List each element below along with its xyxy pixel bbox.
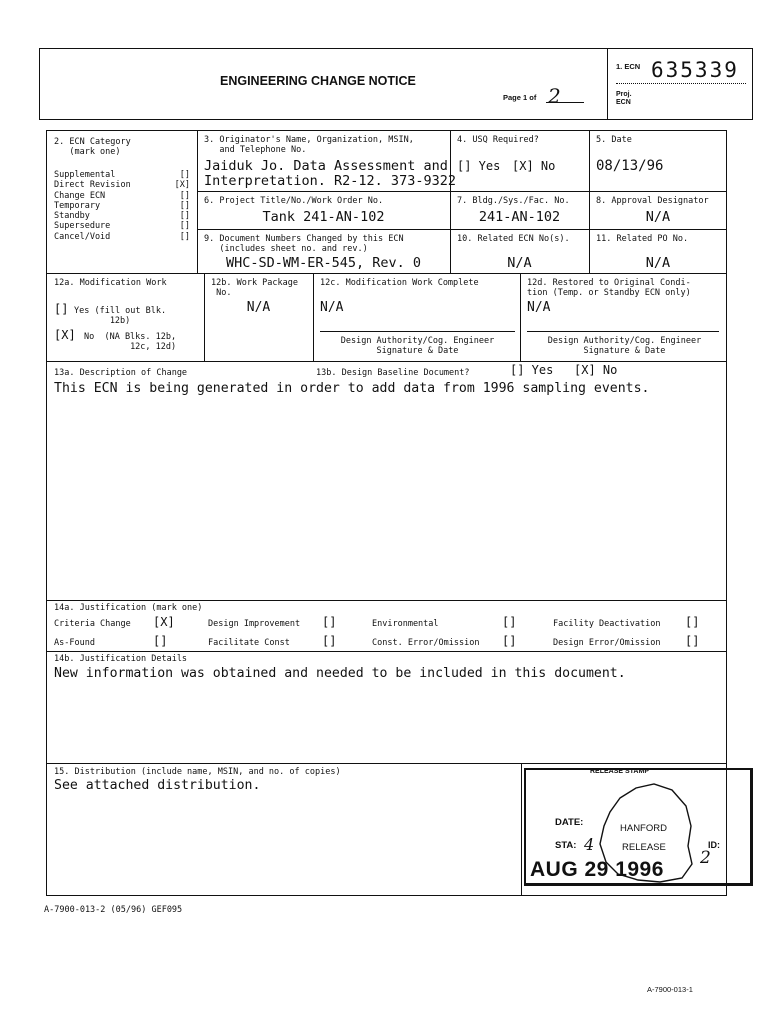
page-total: 2 — [548, 84, 561, 108]
stamp-date-value: AUG 29 1996 — [530, 858, 664, 881]
justification-details-value: New information was obtained and needed to be included in this document. — [54, 666, 626, 681]
usq-yes: [] Yes — [457, 159, 501, 173]
ecn-category-option-label: Supplemental — [54, 170, 116, 180]
divider — [589, 130, 590, 273]
justification-option-label: As-Found — [54, 638, 95, 648]
ecn-category-option-label: Supersedure — [54, 221, 111, 232]
ecn-category-checkbox: [] — [179, 231, 190, 242]
mod-complete-label: 12c. Modification Work Complete — [320, 278, 479, 288]
page-label: Page 1 of — [503, 93, 537, 102]
document-numbers-value: WHC-SD-WM-ER-545, Rev. 0 — [225, 255, 422, 271]
justification-checkbox: [] — [322, 615, 337, 629]
originator-label: 3. Originator's Name, Organization, MSIN, and Telephone No. — [204, 135, 414, 155]
release-stamp-title: RELEASE STAMP — [590, 768, 649, 775]
ecn-category-label: 2. ECN Category (mark one) — [54, 137, 131, 157]
ecn-category-option — [54, 201, 190, 211]
justification-checkbox: [] — [685, 634, 700, 648]
divider — [521, 763, 522, 896]
justification-label: 14a. Justification (mark one) — [54, 603, 203, 613]
mod-no-mark: [X] — [54, 328, 76, 342]
signature-line — [320, 331, 515, 332]
justification-option-label: Criteria Change — [54, 619, 131, 629]
baseline-no: [X] No — [574, 363, 618, 377]
ecn-category-checkbox: [] — [179, 200, 190, 211]
approval-designator-label: 8. Approval Designator — [596, 196, 709, 206]
header-divider — [607, 48, 608, 120]
document-numbers-label: 9. Document Numbers Changed by this ECN (includes sheet no. and rev.) — [204, 234, 404, 254]
originator-value: Jaiduk Jo. Data Assessment and Interpretation. R2-12. 373-9322 — [204, 158, 456, 189]
stamp-date-label: DATE: — [555, 817, 584, 828]
justification-checkbox: [] — [502, 615, 517, 629]
baseline-yes: [] Yes — [510, 363, 554, 377]
description-label: 13a. Description of Change — [54, 368, 188, 378]
approval-designator-value: N/A — [645, 209, 671, 225]
justification-option-label: Design Error/Omission — [553, 638, 661, 648]
date-value: 08/13/96 — [596, 158, 664, 174]
ecn-category-option — [54, 191, 190, 201]
ecn-category-option — [54, 180, 190, 190]
ecn-dotted-line — [616, 83, 746, 84]
date-label: 5. Date — [596, 135, 632, 145]
ecn-category-option-label: Change ECN — [54, 190, 106, 201]
seal-hanford: HANFORD — [620, 823, 667, 834]
restored-value: N/A — [527, 300, 551, 315]
ecn-category-checkbox: [] — [179, 190, 190, 201]
mod-complete-signature: Design Authority/Cog. Engineer Signature & Date — [340, 336, 495, 356]
mod-complete-value: N/A — [320, 300, 344, 315]
ecn-label: 1. ECN — [616, 62, 641, 71]
bldg-label: 7. Bldg./Sys./Fac. No. — [457, 196, 570, 206]
ecn-category-options — [54, 170, 194, 242]
divider — [197, 191, 727, 192]
ecn-category-option-label: Standby — [54, 211, 90, 222]
page-code: A-7900-013-1 — [647, 985, 693, 994]
divider — [450, 130, 451, 273]
justification-option-label: Facility Deactivation — [553, 619, 661, 629]
ecn-number: 635339 — [651, 58, 739, 82]
related-po-label: 11. Related PO No. — [596, 234, 689, 244]
divider — [204, 273, 205, 361]
distribution-value: See attached distribution. — [54, 778, 261, 793]
justification-details-label: 14b. Justification Details — [54, 654, 188, 664]
divider — [46, 361, 727, 362]
related-ecn-label: 10. Related ECN No(s). — [457, 234, 570, 244]
divider — [197, 130, 198, 273]
divider — [313, 273, 314, 361]
bldg-value: 241-AN-102 — [478, 209, 561, 225]
stamp-sta-value: 4 — [584, 835, 595, 854]
stamp-sta-label: STA: — [555, 840, 577, 851]
work-package-label: 12b. Work Package No. — [211, 278, 298, 298]
ecn-category-option — [54, 221, 190, 231]
ecn-category-checkbox: [] — [179, 211, 190, 222]
justification-checkbox: [X] — [153, 615, 175, 629]
mod-yes-text: Yes (fill out Blk. 12b) — [74, 306, 167, 326]
work-package-value: N/A — [246, 300, 271, 315]
divider — [520, 273, 521, 361]
seal-release: RELEASE — [622, 842, 666, 853]
ecn-category-checkbox: [X] — [174, 180, 190, 191]
related-po-value: N/A — [645, 255, 671, 271]
justification-checkbox: [] — [502, 634, 517, 648]
usq-no: [X] No — [512, 159, 556, 173]
justification-option-label: Environmental — [372, 619, 439, 629]
project-title-label: 6. Project Title/No./Work Order No. — [204, 196, 384, 206]
ecn-category-option-label: Cancel/Void — [54, 231, 111, 242]
divider — [46, 600, 727, 601]
ecn-category-option-label: Direct Revision — [54, 180, 131, 191]
page-total-underline — [546, 102, 584, 103]
ecn-category-checkbox: [] — [179, 170, 190, 180]
form-number: A-7900-013-2 (05/96) GEF095 — [44, 905, 183, 915]
divider — [46, 763, 727, 764]
usq-label: 4. USQ Required? — [457, 135, 539, 145]
ecn-category-option — [54, 232, 190, 242]
related-ecn-value: N/A — [507, 255, 532, 271]
justification-option-label: Design Improvement — [208, 619, 301, 629]
mod-no-text: No (NA Blks. 12b, 12c, 12d) — [84, 332, 177, 352]
ecn-category-option-label: Temporary — [54, 200, 101, 211]
ecn-category-option — [54, 211, 190, 221]
distribution-label: 15. Distribution (include name, MSIN, and no. of copies) — [54, 767, 341, 777]
divider — [46, 273, 727, 274]
form-title: ENGINEERING CHANGE NOTICE — [220, 74, 416, 88]
restored-signature: Design Authority/Cog. Engineer Signature & Date — [547, 336, 702, 356]
justification-checkbox: [] — [153, 634, 168, 648]
mod-yes-mark: [] — [54, 302, 69, 316]
project-title-value: Tank 241-AN-102 — [262, 209, 385, 225]
modification-work-label: 12a. Modification Work — [54, 278, 167, 288]
stamp-id-value: 2 — [700, 848, 711, 868]
ecn-category-option — [54, 170, 190, 180]
baseline-label: 13b. Design Baseline Document? — [316, 368, 470, 378]
signature-line — [527, 331, 719, 332]
restored-label: 12d. Restored to Original Condi- tion (Temp. or Standby ECN only) — [527, 278, 691, 298]
justification-option-label: Const. Error/Omission — [372, 638, 480, 648]
proj-ecn-label: Proj. ECN — [616, 91, 632, 106]
justification-checkbox: [] — [322, 634, 337, 648]
divider — [197, 229, 727, 230]
stamp-id-label: ID: — [708, 840, 720, 850]
description-value: This ECN is being generated in order to add data from 1996 sampling events. — [54, 381, 650, 396]
divider — [46, 651, 727, 652]
justification-option-label: Facilitate Const — [208, 638, 290, 648]
justification-checkbox: [] — [685, 615, 700, 629]
ecn-category-checkbox: [] — [179, 221, 190, 232]
